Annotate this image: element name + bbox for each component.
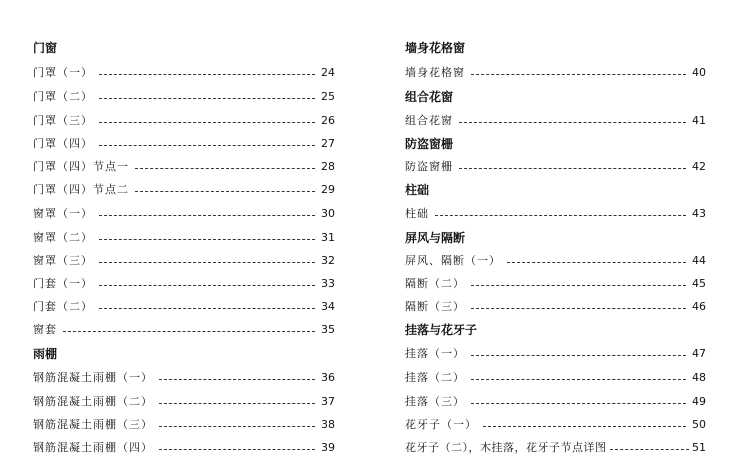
toc-page-number: 42 [692,160,706,173]
toc-heading: 门窗 [33,41,58,55]
dot-leader [135,168,315,169]
dot-leader [135,191,315,192]
toc-entry[interactable] [33,392,335,412]
toc-entry[interactable] [405,438,706,458]
toc-entry[interactable] [405,415,706,435]
toc-entry-title: 挂落（二） [405,371,465,384]
toc-entry[interactable] [405,274,706,294]
dot-leader [435,215,686,216]
dot-leader [471,403,686,404]
toc-page-number: 34 [321,300,335,313]
toc-page-number: 39 [321,441,335,454]
dot-leader [99,122,315,123]
toc-entry-title: 门套（二） [33,300,93,313]
toc-entry[interactable] [405,297,706,317]
toc-heading: 组合花窗 [405,90,454,104]
toc-entry[interactable] [405,392,706,412]
toc-entry[interactable] [405,111,706,131]
toc-entry[interactable] [405,368,706,388]
toc-page-number: 27 [321,137,335,150]
toc-entry-title: 隔断（二） [405,277,465,290]
toc-entry[interactable] [33,415,335,435]
toc-entry-title: 门罩（二） [33,90,93,103]
dot-leader [99,285,315,286]
toc-entry[interactable] [33,63,335,83]
toc-page-number: 46 [692,300,706,313]
toc-page-number: 33 [321,277,335,290]
toc-entry-title: 钢筋混凝土雨棚（三） [33,418,153,431]
toc-entry-title: 门罩（三） [33,114,93,127]
dot-leader [459,122,686,123]
toc-entry[interactable] [33,111,335,131]
toc-heading: 防盗窗栅 [405,137,454,151]
dot-leader [99,239,315,240]
toc-page-number: 38 [321,418,335,431]
toc-entry-title: 窗罩（三） [33,254,93,267]
dot-leader [483,426,686,427]
dot-leader [507,262,686,263]
toc-entry-title: 门罩（一） [33,66,93,79]
toc-page-number: 26 [321,114,335,127]
dot-leader [159,449,315,450]
toc-page-number: 35 [321,323,335,336]
toc-entry-title: 窗罩（一） [33,207,93,220]
toc-entry-title: 钢筋混凝土雨棚（四） [33,441,153,454]
toc-heading: 雨棚 [33,347,58,361]
dot-leader [471,355,686,356]
toc-entry-title: 组合花窗 [405,114,453,127]
toc-entry-title: 门罩（四）节点二 [33,183,129,196]
toc-page-number: 36 [321,371,335,384]
toc-heading: 挂落与花牙子 [405,323,478,337]
toc-entry[interactable] [33,180,335,200]
toc-entry[interactable] [33,87,335,107]
dot-leader [159,403,315,404]
dot-leader [471,74,686,75]
toc-page-number: 32 [321,254,335,267]
toc-entry[interactable] [405,157,706,177]
toc-page-number: 31 [321,231,335,244]
toc-entry[interactable] [405,204,706,224]
toc-page-number: 28 [321,160,335,173]
dot-leader [99,262,315,263]
toc-page-number: 50 [692,418,706,431]
dot-leader [459,168,686,169]
toc-entry-title: 窗罩（二） [33,231,93,244]
toc-entry[interactable] [33,228,335,248]
dot-leader [471,285,686,286]
toc-entry-title: 挂落（三） [405,395,465,408]
dot-leader [99,215,315,216]
toc-page-number: 30 [321,207,335,220]
toc-entry-title: 墙身花格窗 [405,66,465,79]
toc-entry-title: 挂落（一） [405,347,465,360]
dot-leader [471,379,686,380]
toc-entry-title: 窗套 [33,323,57,336]
toc-entry-title: 钢筋混凝土雨棚（二） [33,395,153,408]
toc-entry[interactable] [405,63,706,83]
toc-entry-title: 屏风、隔断（一） [405,254,501,267]
dot-leader [610,449,690,450]
dot-leader [99,308,315,309]
toc-entry-title: 门套（一） [33,277,93,290]
toc-entry[interactable] [33,134,335,154]
toc-entry-title: 花牙子（一） [405,418,477,431]
toc-entry-title: 防盗窗栅 [405,160,453,173]
dot-leader [99,74,315,75]
toc-page-number: 48 [692,371,706,384]
toc-entry-title: 隔断（三） [405,300,465,313]
toc-entry[interactable] [405,344,706,364]
toc-entry[interactable] [33,297,335,317]
toc-entry[interactable] [33,274,335,294]
dot-leader [99,98,315,99]
toc-heading: 屏风与隔断 [405,231,466,245]
toc-page-number: 41 [692,114,706,127]
toc-page-number: 49 [692,395,706,408]
dot-leader [63,331,315,332]
toc-entry[interactable] [33,251,335,271]
toc-entry[interactable] [33,438,335,458]
toc-page-number: 43 [692,207,706,220]
toc-heading: 墙身花格窗 [405,41,466,55]
toc-entry-title: 门罩（四）节点一 [33,160,129,173]
toc-entry-title: 钢筋混凝土雨棚（一） [33,371,153,384]
toc-entry[interactable] [33,320,335,340]
toc-page-number: 25 [321,90,335,103]
toc-page-number: 37 [321,395,335,408]
dot-leader [159,426,315,427]
dot-leader [99,145,315,146]
toc-page-number: 45 [692,277,706,290]
toc-entry[interactable] [33,204,335,224]
toc-entry[interactable] [405,251,706,271]
toc-entry-title: 花牙子（二），木挂落，花牙子节点详图 [405,441,607,454]
toc-page-number: 51 [692,441,706,454]
toc-entry-title: 门罩（四） [33,137,93,150]
toc-heading: 柱础 [405,183,430,197]
toc-entry[interactable] [33,368,335,388]
toc-entry-title: 柱础 [405,207,429,220]
dot-leader [471,308,686,309]
toc-entry[interactable] [33,157,335,177]
toc-page-number: 40 [692,66,706,79]
toc-page-number: 24 [321,66,335,79]
toc-page-number: 29 [321,183,335,196]
toc-page-number: 44 [692,254,706,267]
toc-page-number: 47 [692,347,706,360]
dot-leader [159,379,315,380]
